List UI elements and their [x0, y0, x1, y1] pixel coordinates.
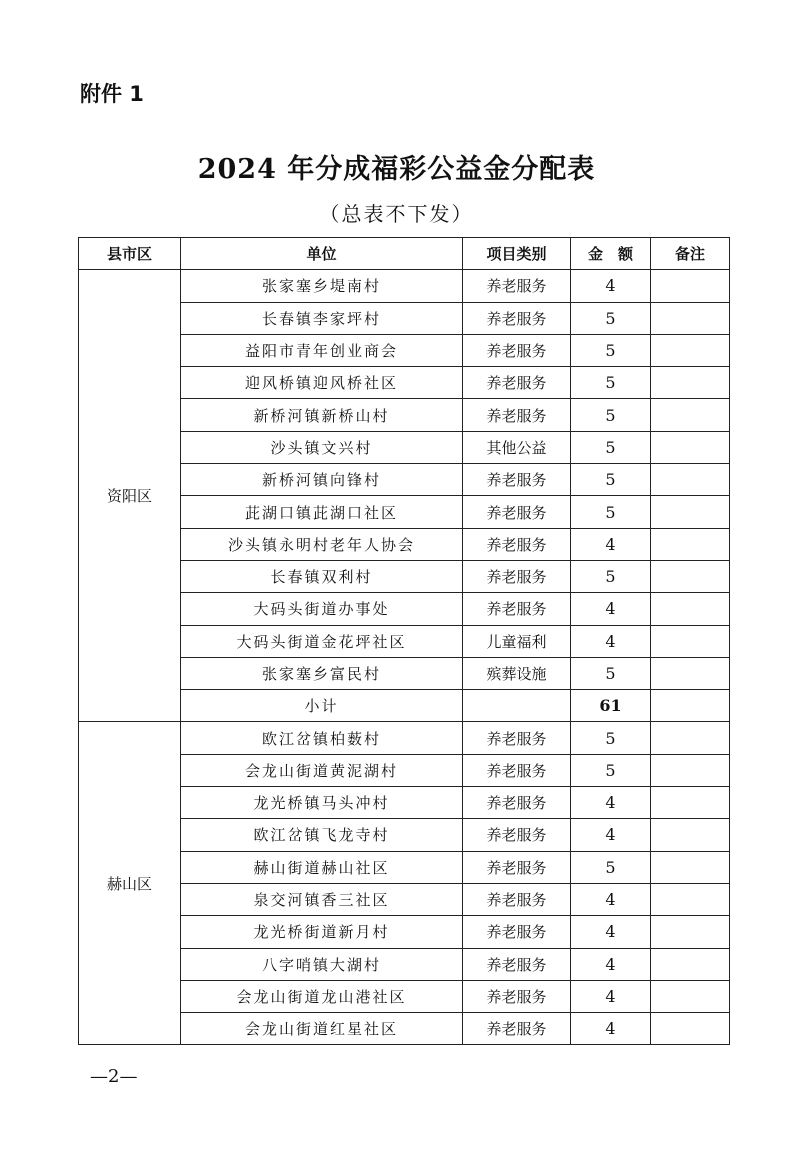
- unit-cell: 长春镇李家坪村: [181, 302, 463, 334]
- unit-cell: 大码头街道金花坪社区: [181, 625, 463, 657]
- unit-cell: 龙光桥镇马头冲村: [181, 787, 463, 819]
- page-number: —2—: [90, 1066, 138, 1087]
- unit-cell: 八字哨镇大湖村: [181, 948, 463, 980]
- note-cell: [651, 496, 730, 528]
- category-cell: 养老服务: [463, 722, 571, 754]
- unit-cell: 张家塞乡堤南村: [181, 270, 463, 302]
- note-cell: [651, 948, 730, 980]
- header-amount: 金 额: [571, 238, 651, 270]
- note-cell: [651, 593, 730, 625]
- amount-cell: 4: [571, 980, 651, 1012]
- category-cell: 养老服务: [463, 334, 571, 366]
- note-cell: [651, 399, 730, 431]
- category-cell: 养老服务: [463, 302, 571, 334]
- note-cell: [651, 980, 730, 1012]
- category-cell: 养老服务: [463, 528, 571, 560]
- table-row: [79, 270, 730, 302]
- table-header-row: [79, 238, 730, 270]
- amount-cell: 4: [571, 787, 651, 819]
- amount-cell: 4: [571, 948, 651, 980]
- amount-cell: 5: [571, 754, 651, 786]
- category-cell: 养老服务: [463, 754, 571, 786]
- amount-cell: 5: [571, 464, 651, 496]
- amount-cell: 4: [571, 883, 651, 915]
- note-cell: [651, 302, 730, 334]
- unit-cell: 会龙山街道龙山港社区: [181, 980, 463, 1012]
- unit-cell: 益阳市青年创业商会: [181, 334, 463, 366]
- header-note: 备注: [651, 238, 730, 270]
- amount-cell: 4: [571, 625, 651, 657]
- note-cell: [651, 787, 730, 819]
- unit-cell: 泉交河镇香三社区: [181, 883, 463, 915]
- unit-cell: 欧江岔镇柏薮村: [181, 722, 463, 754]
- category-cell: 养老服务: [463, 916, 571, 948]
- unit-cell: 龙光桥街道新月村: [181, 916, 463, 948]
- category-cell: 儿童福利: [463, 625, 571, 657]
- amount-cell: 4: [571, 270, 651, 302]
- allocation-table: [78, 237, 730, 1045]
- district-cell: 赫山区: [79, 722, 181, 1045]
- unit-cell: 小计: [181, 690, 463, 722]
- note-cell: [651, 367, 730, 399]
- amount-cell: 5: [571, 560, 651, 592]
- category-cell: 养老服务: [463, 560, 571, 592]
- note-cell: [651, 916, 730, 948]
- unit-cell: 欧江岔镇飞龙寺村: [181, 819, 463, 851]
- amount-cell: 5: [571, 367, 651, 399]
- table-body: [79, 270, 730, 1045]
- category-cell: 殡葬设施: [463, 657, 571, 689]
- category-cell: 养老服务: [463, 496, 571, 528]
- category-cell: [463, 690, 571, 722]
- note-cell: [651, 464, 730, 496]
- attachment-label: 附件 1: [80, 82, 144, 106]
- unit-cell: 会龙山街道红星社区: [181, 1013, 463, 1045]
- unit-cell: 会龙山街道黄泥湖村: [181, 754, 463, 786]
- category-cell: 养老服务: [463, 399, 571, 431]
- note-cell: [651, 819, 730, 851]
- note-cell: [651, 270, 730, 302]
- note-cell: [651, 690, 730, 722]
- category-cell: 养老服务: [463, 883, 571, 915]
- unit-cell: 赫山街道赫山社区: [181, 851, 463, 883]
- category-cell: 养老服务: [463, 367, 571, 399]
- header-unit: 单位: [181, 238, 463, 270]
- note-cell: [651, 560, 730, 592]
- unit-cell: 张家塞乡富民村: [181, 657, 463, 689]
- category-cell: 养老服务: [463, 819, 571, 851]
- note-cell: [651, 722, 730, 754]
- note-cell: [651, 657, 730, 689]
- amount-cell: 4: [571, 1013, 651, 1045]
- amount-cell: 5: [571, 851, 651, 883]
- header-category: 项目类别: [463, 238, 571, 270]
- unit-cell: 大码头街道办事处: [181, 593, 463, 625]
- amount-cell: 5: [571, 722, 651, 754]
- note-cell: [651, 754, 730, 786]
- amount-cell: 5: [571, 302, 651, 334]
- note-cell: [651, 625, 730, 657]
- page-title: 2024 年分成福彩公益金分配表: [197, 154, 596, 185]
- category-cell: 养老服务: [463, 593, 571, 625]
- unit-cell: 沙头镇文兴村: [181, 431, 463, 463]
- unit-cell: 迎风桥镇迎风桥社区: [181, 367, 463, 399]
- header-district: 县市区: [79, 238, 181, 270]
- page-subtitle: （总表不下发）: [319, 202, 474, 226]
- amount-cell: 5: [571, 496, 651, 528]
- category-cell: 养老服务: [463, 1013, 571, 1045]
- amount-cell: 4: [571, 819, 651, 851]
- table-row: [79, 722, 730, 754]
- category-cell: 养老服务: [463, 980, 571, 1012]
- district-cell: 资阳区: [79, 270, 181, 722]
- amount-cell: 5: [571, 657, 651, 689]
- unit-cell: 新桥河镇新桥山村: [181, 399, 463, 431]
- category-cell: 养老服务: [463, 787, 571, 819]
- unit-cell: 新桥河镇向锋村: [181, 464, 463, 496]
- category-cell: 养老服务: [463, 948, 571, 980]
- amount-cell: 61: [571, 690, 651, 722]
- amount-cell: 4: [571, 528, 651, 560]
- category-cell: 养老服务: [463, 270, 571, 302]
- note-cell: [651, 883, 730, 915]
- amount-cell: 5: [571, 431, 651, 463]
- category-cell: 其他公益: [463, 431, 571, 463]
- note-cell: [651, 1013, 730, 1045]
- note-cell: [651, 851, 730, 883]
- category-cell: 养老服务: [463, 464, 571, 496]
- note-cell: [651, 528, 730, 560]
- note-cell: [651, 334, 730, 366]
- category-cell: 养老服务: [463, 851, 571, 883]
- unit-cell: 沙头镇永明村老年人协会: [181, 528, 463, 560]
- unit-cell: 茈湖口镇茈湖口社区: [181, 496, 463, 528]
- amount-cell: 5: [571, 399, 651, 431]
- amount-cell: 4: [571, 593, 651, 625]
- amount-cell: 5: [571, 334, 651, 366]
- unit-cell: 长春镇双利村: [181, 560, 463, 592]
- amount-cell: 4: [571, 916, 651, 948]
- note-cell: [651, 431, 730, 463]
